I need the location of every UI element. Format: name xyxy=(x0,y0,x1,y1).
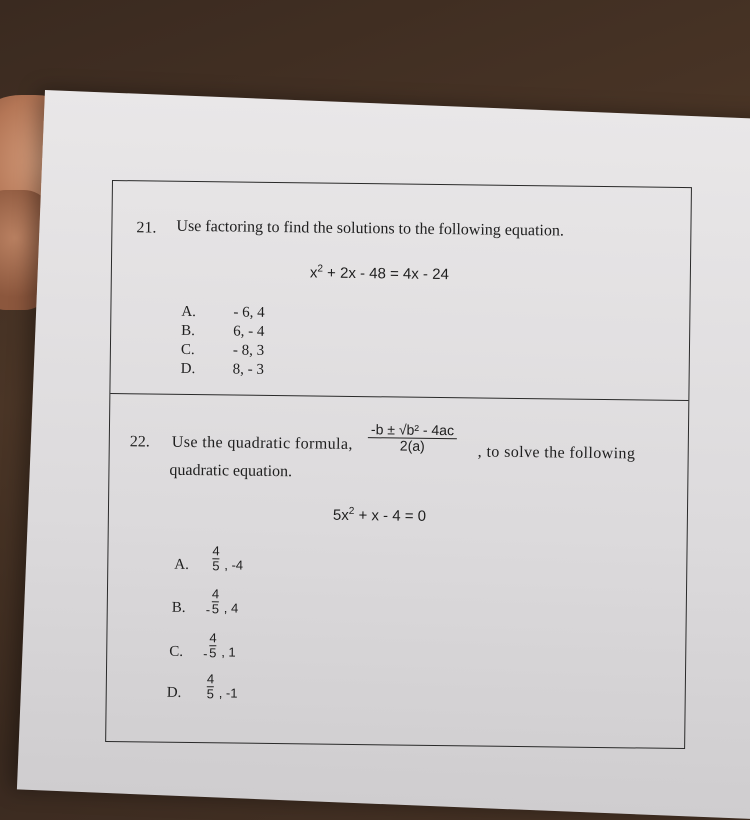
quadratic-formula: -b ± √b² - 4ac 2(a) xyxy=(368,422,457,454)
q22-number: 22. xyxy=(129,433,150,451)
q22-option-a-fraction: 4 5 xyxy=(212,543,220,574)
q21-prompt: Use factoring to find the solutions to the following equation. xyxy=(176,217,565,240)
q21-option-c-letter[interactable]: C. xyxy=(180,341,195,359)
q21-option-c-value: - 8, 3 xyxy=(232,342,265,359)
q22-prompt-end: , to solve the following xyxy=(477,443,636,463)
q22-prompt-line2: quadratic equation. xyxy=(169,461,293,481)
q22-option-b-sign: - xyxy=(205,602,211,618)
question-divider xyxy=(110,393,688,401)
q22-option-c-fraction: 4 5 xyxy=(209,630,217,661)
q21-option-b-letter[interactable]: B. xyxy=(181,322,196,340)
q21-option-b-value: 6, - 4 xyxy=(233,323,265,340)
q21-number: 21. xyxy=(136,219,157,237)
q22-option-c-trail: , 1 xyxy=(221,644,236,660)
q21-option-d-value: 8, - 3 xyxy=(232,361,265,378)
q22-option-b-fraction: 4 5 xyxy=(211,586,220,617)
q22-option-b-trail: , 4 xyxy=(223,600,239,616)
q22-option-d-fraction: 4 5 xyxy=(206,671,215,702)
q21-option-a-value: - 6, 4 xyxy=(233,304,265,321)
q22-option-d-trail: , -1 xyxy=(218,685,238,701)
q21-equation: $x^2 + 2x - 48 = 4x - 24$ xyxy=(309,263,449,284)
q22-option-d-letter[interactable]: D. xyxy=(166,684,182,701)
q22-equation: $5x^2 + x - 4 = 0$ xyxy=(332,505,427,525)
q22-option-c-sign: - xyxy=(203,646,208,662)
q22-prompt-start: Use the quadratic formula, xyxy=(171,433,353,453)
q22-option-b-letter[interactable]: B. xyxy=(171,599,186,616)
question-box xyxy=(105,180,692,749)
q22-option-a-trail: , -4 xyxy=(224,557,244,573)
q21-option-d-letter[interactable]: D. xyxy=(180,360,196,378)
q21-option-a-letter[interactable]: A. xyxy=(181,303,197,321)
q22-option-a-letter[interactable]: A. xyxy=(174,556,189,573)
q22-option-c-letter[interactable]: C. xyxy=(169,643,184,660)
